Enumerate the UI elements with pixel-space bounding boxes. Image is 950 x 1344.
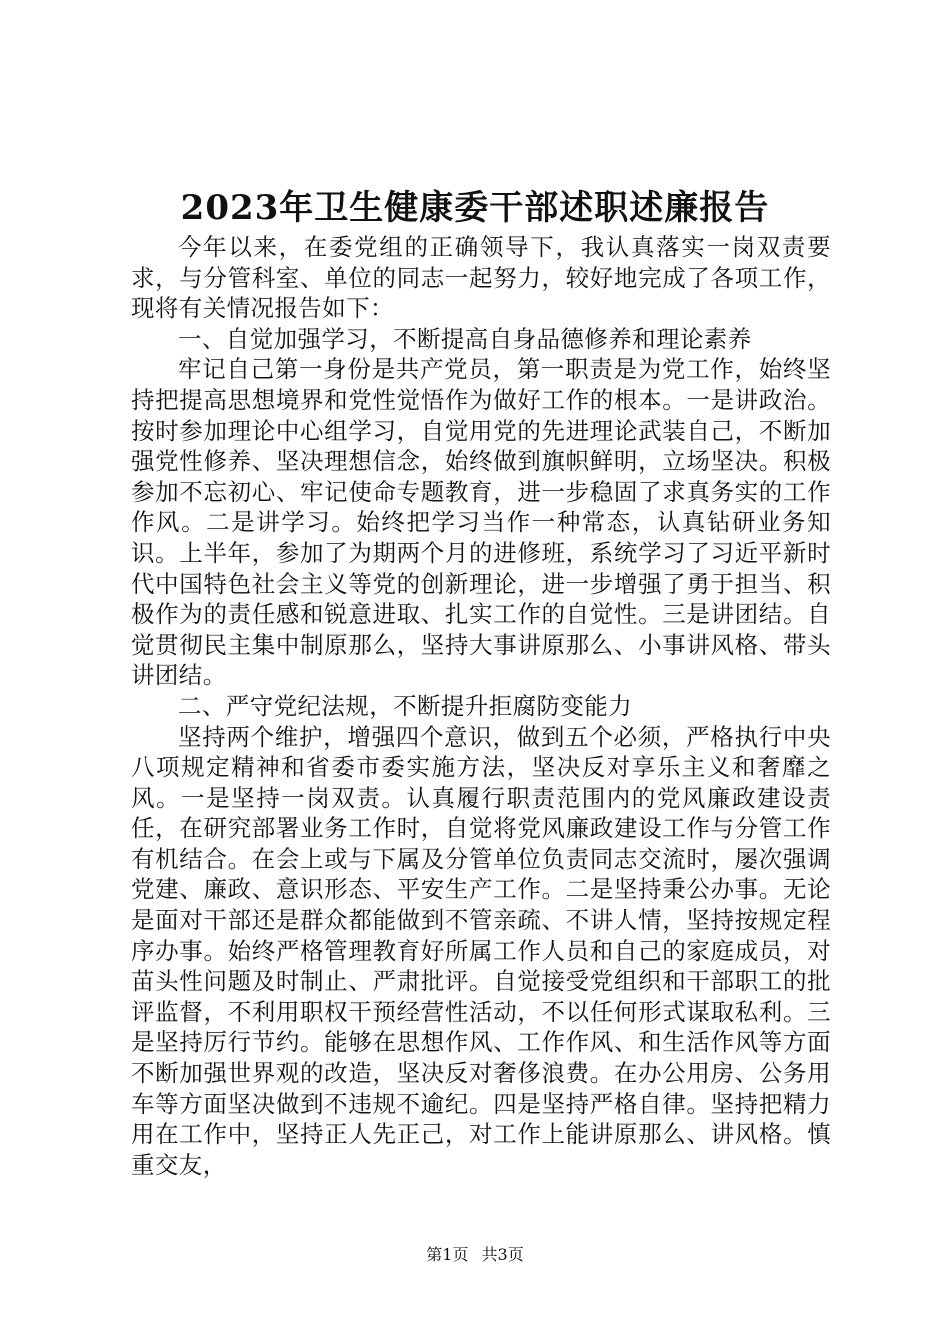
- document-body: [131, 232, 831, 1180]
- intro-paragraph: 今年以来，在委党组的正确领导下，我认真落实一岗双责要求，与分管科室、单位的同志一起努力，较好地完成了各项工作，现将有关情况报告如下：: [131, 233, 831, 323]
- page-total: 共3页: [481, 1245, 524, 1264]
- section-heading-2: 二、严守党纪法规，不断提升拒腐防变能力: [178, 691, 633, 720]
- section-paragraph-2: 坚持两个维护，增强四个意识，做到五个必须，严格执行中央八项规定精神和省委市委实施方法，坚决反对享乐主义和奢靡之风。一是坚持一岗双责。认真履行职责范围内的党风廉政建设责任，在研究部署业务工作时，自觉将党风廉政建设工作与分管工作有机结合。在会上或与下属及分管单位负责同志交流时，屡次强调党建、廉政、意识形态、平安生产工作。二是坚持秉公办事。无论是面对干部还是群众都能做到不管亲疏、不讲人情，坚持按规定程序办事。始终严格管理教育好所属工作人员和自己的家庭成员，对苗头性问题及时制止、严肃批评。自觉接受党组织和干部职工的批评监督，不利用职权干预经营性活动，不以任何形式谋取私利。三是坚持厉行节约。能够在思想作风、工作作风、和生活作风等方面不断加强世界观的改造，坚决反对奢侈浪费。在办公用房、公务用车等方面坚决做到不违规不逾纪。四是坚持严格自律。坚持把精力用在工作中，坚持正人先正己，对工作上能讲原那么、讲风格。慎重交友，: [131, 722, 831, 1179]
- document-title: 2023年卫生健康委干部述职述廉报告: [180, 188, 770, 228]
- page-number: 第1页: [426, 1245, 469, 1264]
- section-heading-1: 一、自觉加强学习，不断提高自身品德修养和理论素养: [178, 324, 752, 353]
- page-footer: [0, 1245, 950, 1265]
- section-paragraph-1: 牢记自己第一身份是共产党员，第一职责是为党工作，始终坚持把提高思想境界和党性觉悟作为做好工作的根本。一是讲政治。按时参加理论中心组学习，自觉用党的先进理论武装自己，不断加强党性修养、坚决理想信念，始终做到旗帜鲜明，立场坚决。积极参加不忘初心、牢记使命专题教育，进一步稳固了求真务实的工作作风。二是讲学习。始终把学习当作一种常态，认真钻研业务知识。上半年，参加了为期两个月的进修班，系统学习了习近平新时代中国特色社会主义等党的创新理论，进一步增强了勇于担当、积极作为的责任感和锐意进取、扎实工作的自觉性。三是讲团结。自觉贯彻民主集中制原那么，坚持大事讲原那么、小事讲风格、带头讲团结。: [131, 355, 831, 690]
